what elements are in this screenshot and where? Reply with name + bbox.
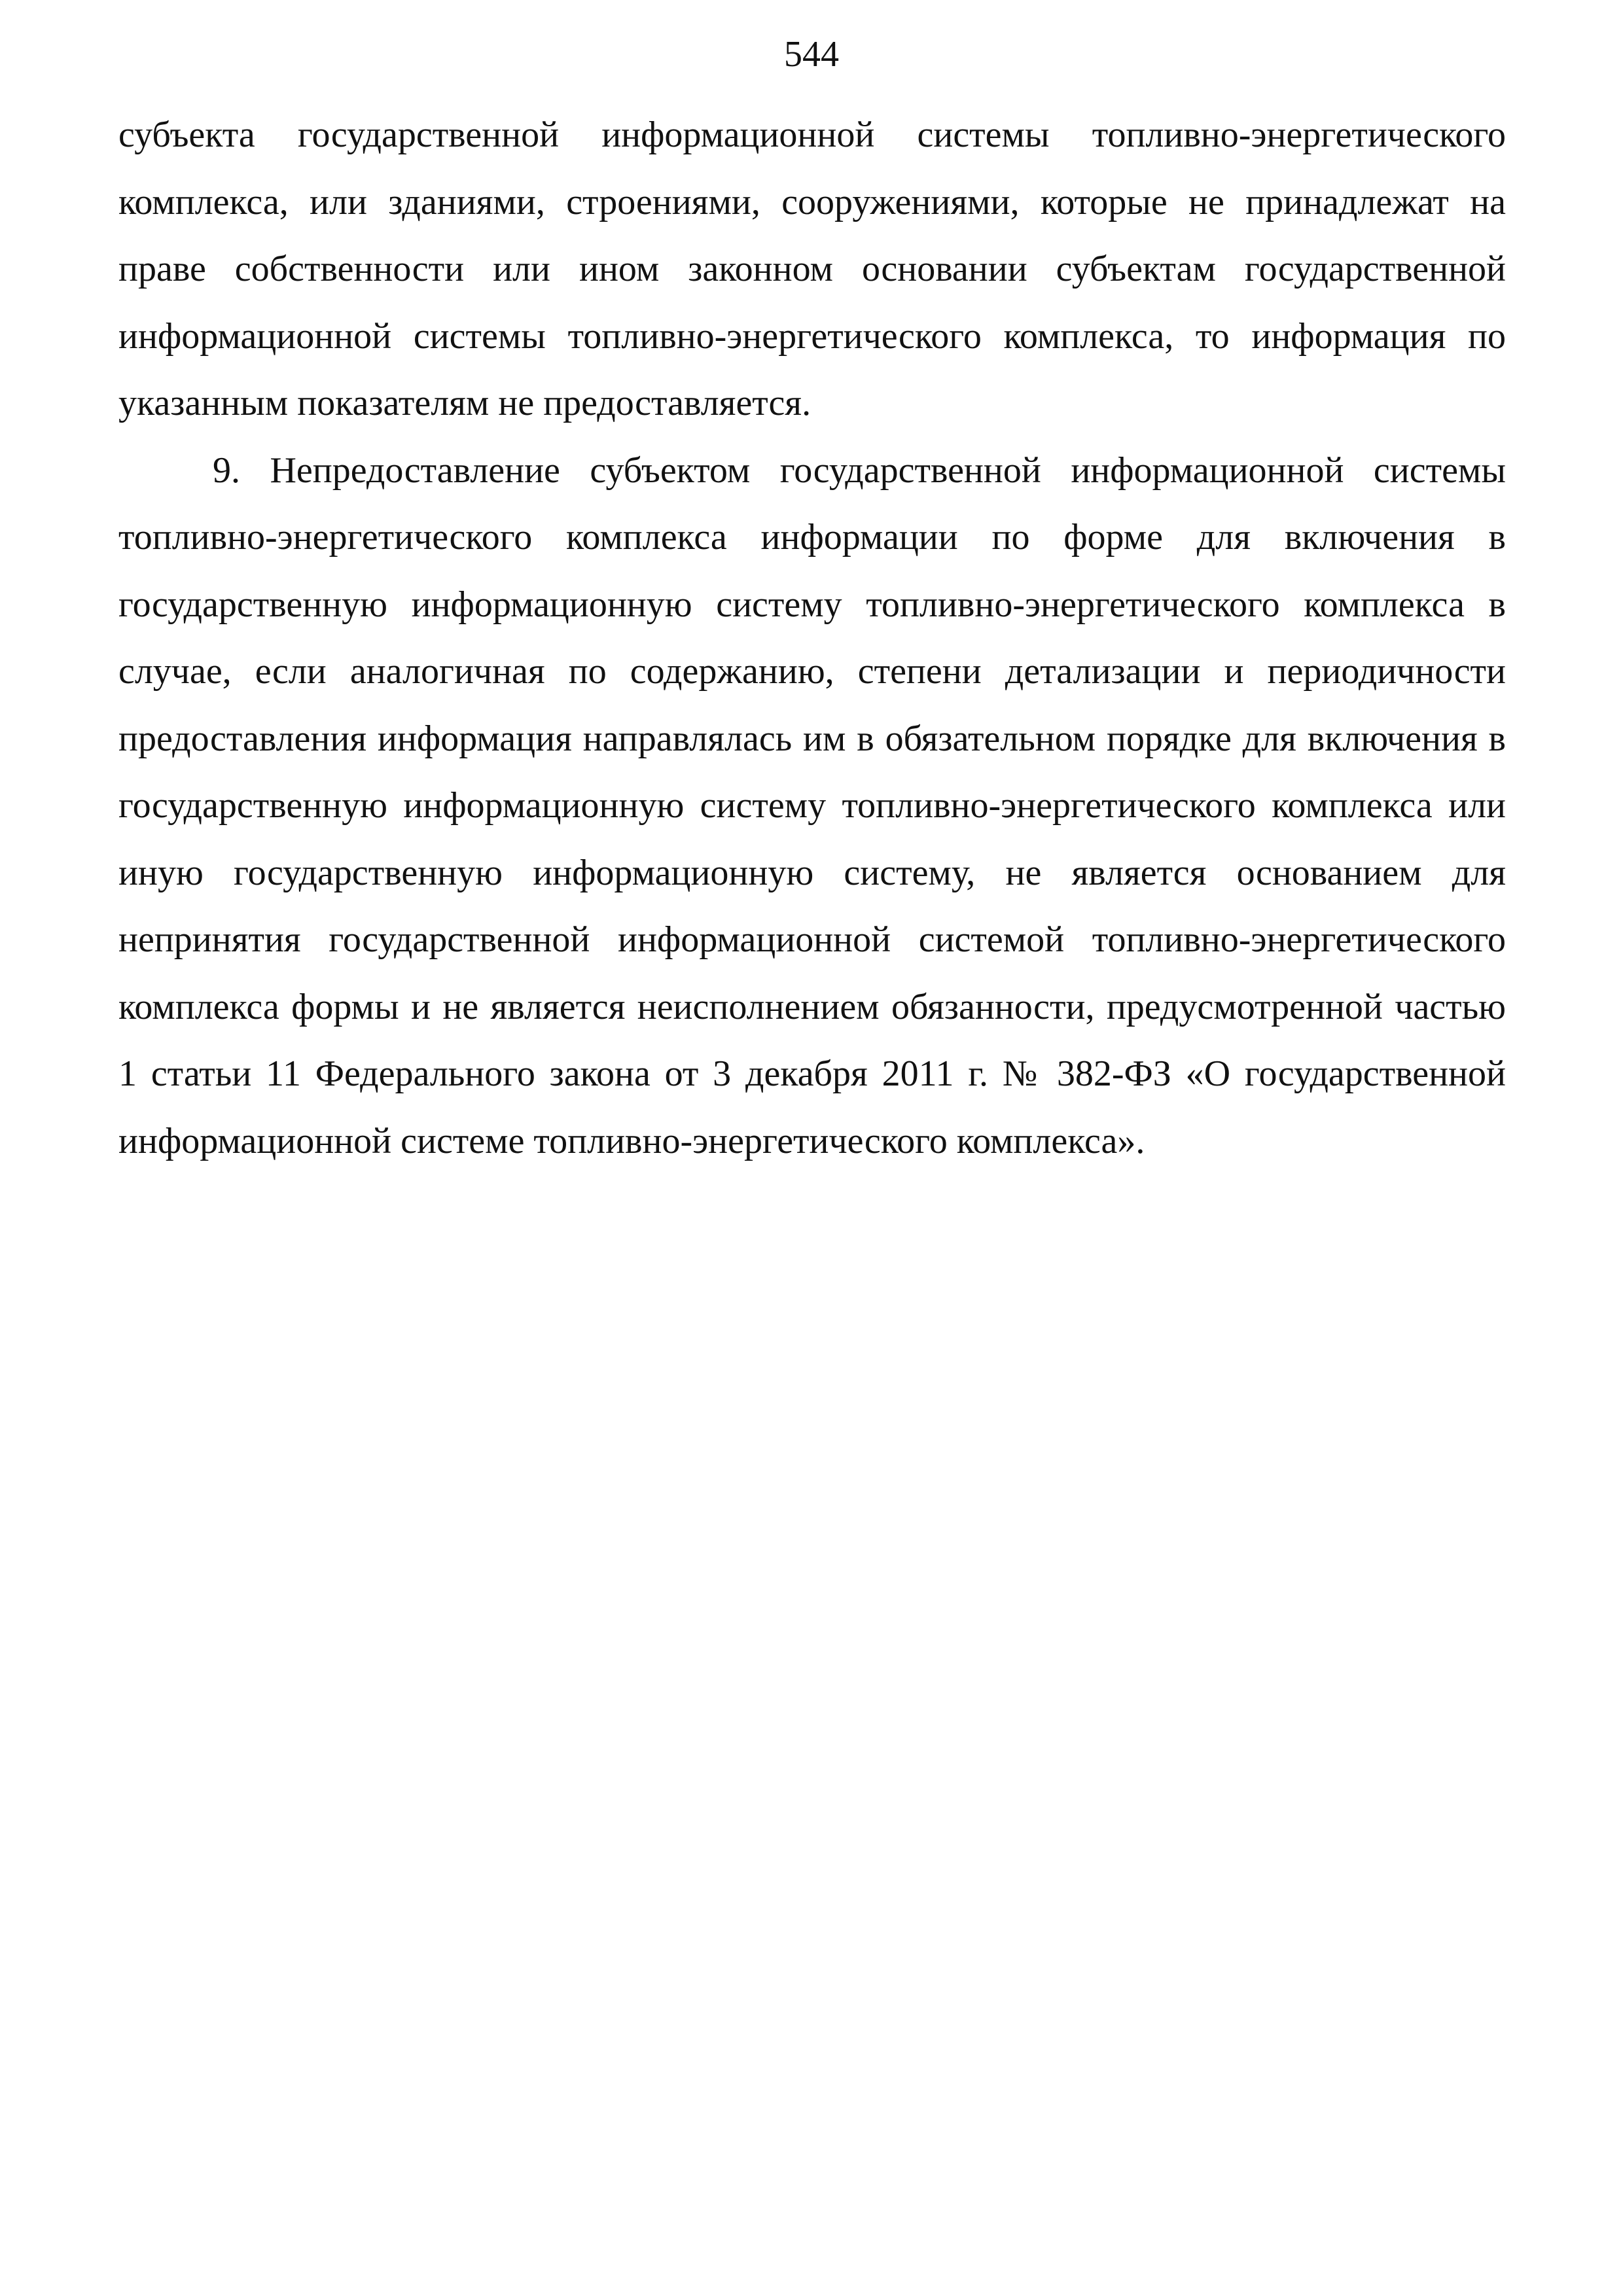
page-number: 544	[784, 34, 839, 75]
paragraph-continuation: субъекта государственной информационной системы топливно-энергетического комплекса, или зданиями, строениями, сооружениями, которые не принадлежат на праве собственности или ином законном основании субъектам государственной информационной системы топливно-энергетического комплекса, то информация по указанным показателям не предоставляется.	[118, 115, 1506, 423]
paragraph-item-9: 9. Непредоставление субъектом государственной информационной системы топливно-энергетического комплекса информации по форме для включения в государственную информационную систему топливно-энергетического комплекса в случае, если аналогичная по содержанию, степени детализации и периодичности предоставления информация направлялась им в обязательном порядке для включения в государственную информационную систему топливно-энергетического комплекса или иную государственную информационную систему, не является основанием для непринятия государственной информационной системой топливно-энергетического комплекса формы и не является неисполнением обязанности, предусмотренной частью 1 статьи 11 Федерального закона от 3 декабря 2011 г. № 382-ФЗ «О государственной информационной системе топливно-энергетического комплекса».	[118, 450, 1506, 1161]
document-body	[118, 101, 1506, 1174]
